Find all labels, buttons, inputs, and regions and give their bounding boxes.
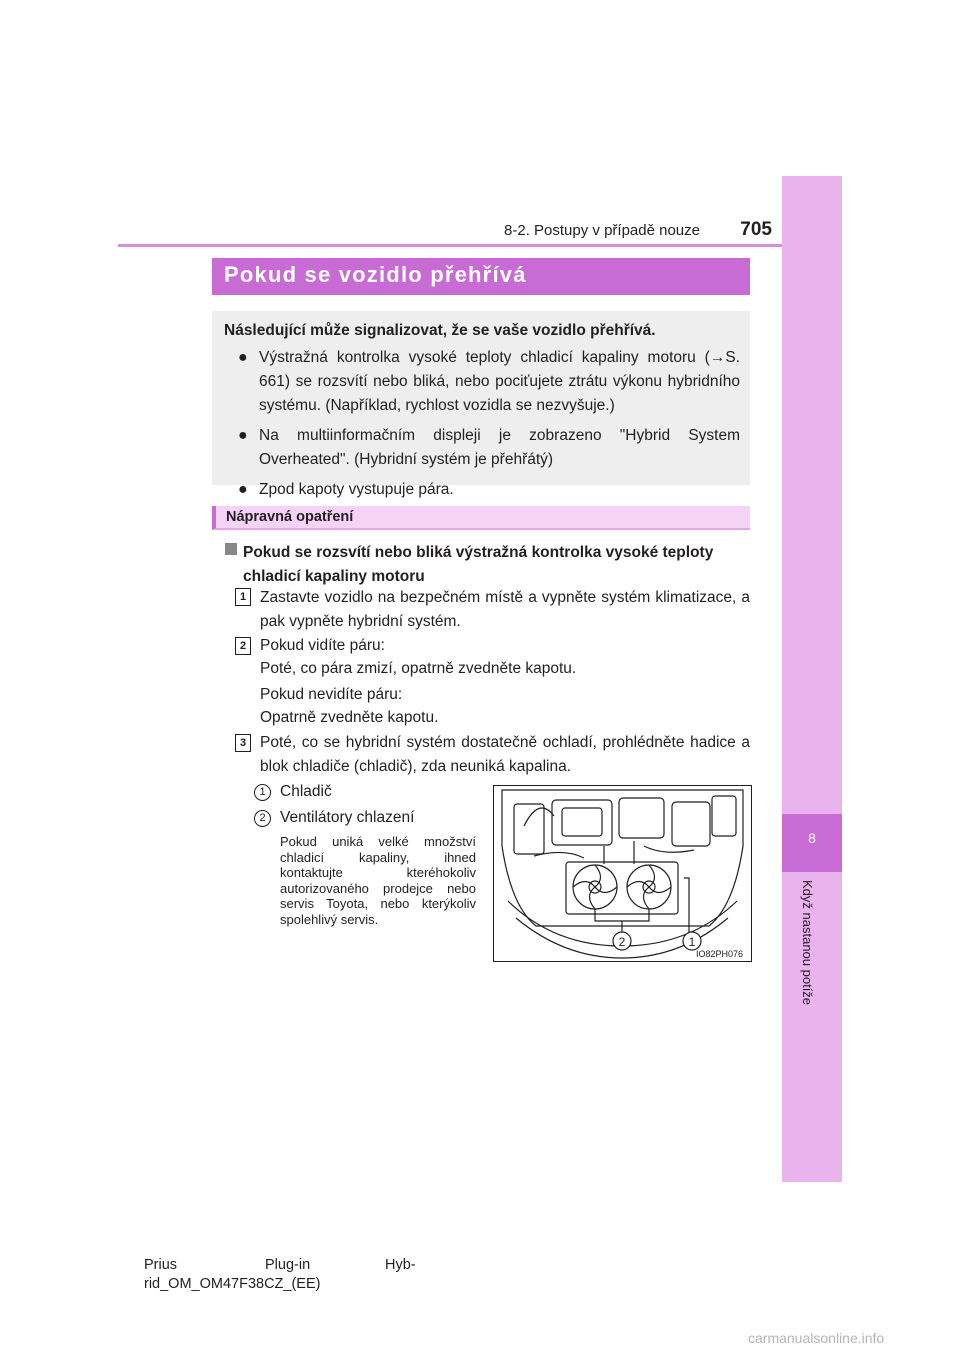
- symptoms-lead: Následující může signalizovat, že se vaše vozidlo přehřívá.: [224, 322, 656, 339]
- figure-callout: 1: [688, 935, 696, 949]
- step-text: Poté, co se hybridní systém dostatečně ochladí, prohlédněte hadice a blok chladiče (chladič), zda neuniká kapalina.: [260, 734, 750, 775]
- step-text: Zastavte vozidlo na bezpečném místě a vypněte systém klimatizace, a pak vypněte hybridní systém.: [260, 589, 750, 630]
- symptom-item: ● Výstražná kontrolka vysoké teploty chladicí kapaliny motoru (→S. 661) se rozsvítí nebo bliká, nebo pociťujete ztrátu výkonu hybridního systému. (Například, rychlost vozidla se nezvyšuje.): [224, 346, 740, 418]
- subsection-title: Pokud se rozsvítí nebo bliká výstražná kontrolka vysoké teploty chladicí kapaliny motoru: [225, 541, 750, 589]
- footer-line1-part1: Prius: [144, 1257, 178, 1273]
- chapter-label: Když nastanou potíže: [800, 880, 815, 1006]
- warning-note: Pokud uniká velké množství chladicí kapaliny, ihned kontaktujte kteréhokoliv autorizovaného prodejce nebo servis Toyota, nebo kterýkoliv spolehlivý servis.: [280, 834, 476, 927]
- symptoms-box: [212, 311, 750, 498]
- engine-bay-illustration: [494, 786, 751, 961]
- step-text: Pokud vidíte páru:: [260, 637, 385, 654]
- watermark: carmanualsonline.info: [748, 1330, 885, 1346]
- section-header: 8-2. Postupy v případě nouze: [504, 222, 700, 239]
- legend-label: Chladič: [280, 783, 332, 800]
- bullet-icon: ●: [238, 427, 248, 444]
- bullet-icon: ●: [238, 349, 248, 366]
- step-text: Pokud nevidíte páru:: [260, 686, 403, 703]
- figure-callout: 2: [618, 935, 626, 949]
- page-title: Pokud se vozidlo přehřívá: [212, 258, 750, 295]
- step-text: Opatrně zvedněte kapotu.: [260, 709, 439, 726]
- figure-code: IO82PH076: [696, 949, 744, 959]
- step-number: 2: [235, 637, 251, 655]
- legend-number: 1: [254, 784, 271, 801]
- page-number: 705: [740, 219, 772, 240]
- bullet-icon: ●: [238, 481, 248, 498]
- square-bullet-icon: [225, 543, 237, 555]
- step-number: 3: [235, 734, 251, 752]
- legend-number: 2: [254, 810, 271, 827]
- engine-bay-figure: [493, 785, 752, 962]
- symptom-item: ● Na multiinformačním displeji je zobrazeno "Hybrid System Overheated". (Hybridní systém je přehřátý): [224, 424, 740, 472]
- legend-label: Ventilátory chlazení: [280, 809, 415, 826]
- chapter-number: 8: [808, 830, 816, 846]
- remedy-heading: Nápravná opatření: [212, 506, 750, 530]
- footer-line1-part3: Hyb-: [385, 1257, 416, 1273]
- step-number: 1: [235, 588, 251, 606]
- footer-line2: rid_OM_OM47F38CZ_(EE): [144, 1276, 321, 1292]
- step-text: Poté, co pára zmizí, opatrně zvedněte kapotu.: [260, 660, 577, 677]
- footer-line1-part2: Plug-in: [265, 1257, 311, 1273]
- symptom-item: ● Zpod kapoty vystupuje pára.: [224, 478, 740, 502]
- header-rule: [118, 244, 782, 247]
